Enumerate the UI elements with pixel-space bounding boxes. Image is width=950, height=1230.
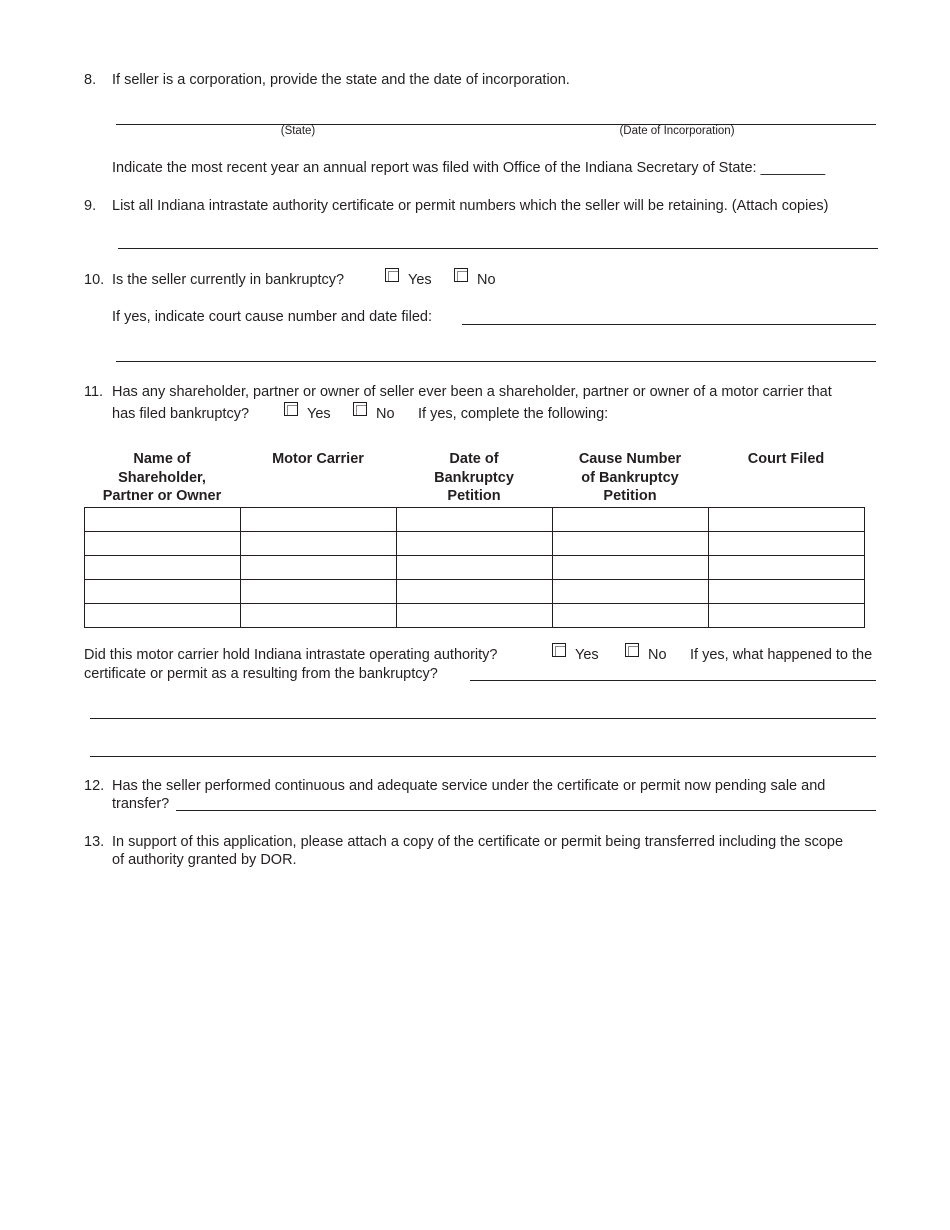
q12-line2: transfer? [112,796,170,812]
authority-extra-line-2[interactable] [90,756,876,757]
authority-line2-text: certificate or permit as a resulting from the bankruptcy? [84,666,438,682]
authority-yes-label: Yes [575,647,599,663]
q11-yes-checkbox[interactable] [284,402,298,416]
table-cell[interactable] [397,580,553,604]
q10-no-label: No [477,272,496,288]
table-cell[interactable] [85,532,241,556]
table-cell[interactable] [85,556,241,580]
authority-question-text: Did this motor carrier hold Indiana intrastate operating authority? [84,647,498,663]
table-cell[interactable] [553,556,709,580]
q13-line1: In support of this application, please attach a copy of the certificate or permit being transferred including the scope [112,834,844,850]
q13-line2: of authority granted by DOR. [112,852,297,868]
table-cell[interactable] [709,532,865,556]
table-cell[interactable] [397,604,553,628]
q11-no-checkbox[interactable] [353,402,367,416]
table-cell[interactable] [241,532,397,556]
q12-line1: Has the seller performed continuous and adequate service under the certificate or permit now pending sale and [112,778,826,794]
table-cell[interactable] [709,604,865,628]
table-cell[interactable] [85,580,241,604]
q11-line2: has filed bankruptcy? [112,406,250,422]
table-cell[interactable] [553,508,709,532]
table-cell[interactable] [85,604,241,628]
table-cell[interactable] [709,556,865,580]
q8-state-date-line[interactable] [116,124,876,125]
q9-text: List all Indiana intrastate authority certificate or permit numbers which the seller will be retaining. (Attach copies) [112,198,829,214]
authority-extra-line-1[interactable] [90,718,876,719]
table-row [85,508,865,532]
q10-cause-number-line[interactable] [462,324,876,325]
q12-answer-line[interactable] [176,810,876,811]
q10-yes-checkbox[interactable] [385,268,399,282]
q11-line1: Has any shareholder, partner or owner of seller ever been a shareholder, partner or owner of a motor carrier that [112,384,832,400]
q9-number: 9. [84,198,97,214]
table-cell[interactable] [397,508,553,532]
q10-text: Is the seller currently in bankruptcy? [112,272,345,288]
bankruptcy-table [84,507,865,628]
q11-no-label: No [376,406,395,422]
table-row [85,532,865,556]
q10-no-checkbox[interactable] [454,268,468,282]
table-cell[interactable] [709,508,865,532]
table-row [85,580,865,604]
q11-followup-text: If yes, complete the following: [418,406,609,422]
table-cell[interactable] [553,532,709,556]
table-row [85,556,865,580]
authority-followup-text: If yes, what happened to the [690,647,873,663]
q8-state-caption: (State) [280,125,316,137]
q10-number: 10. [84,272,105,288]
table-cell[interactable] [85,508,241,532]
q11-yes-label: Yes [307,406,331,422]
q9-answer-line[interactable] [118,248,878,249]
authority-no-label: No [648,647,667,663]
q10-extra-line[interactable] [116,361,876,362]
table-cell[interactable] [553,604,709,628]
table-cell[interactable] [709,580,865,604]
authority-no-checkbox[interactable] [625,643,639,657]
q13-number: 13. [84,834,105,850]
col-header-motor-carrier: Motor Carrier [272,451,364,467]
col-header-cause-number: Cause Number of Bankruptcy Petition [578,451,682,504]
q10-followup-text: If yes, indicate court cause number and date filed: [112,309,432,325]
col-header-court-filed: Court Filed [747,451,825,467]
q8-number: 8. [84,72,97,88]
table-cell[interactable] [241,556,397,580]
q8-annual-report-text: Indicate the most recent year an annual report was filed with Office of the Indiana Secretary of State: ________ [112,160,826,176]
col-header-date: Date of Bankruptcy Petition [434,451,514,504]
authority-yes-checkbox[interactable] [552,643,566,657]
q12-number: 12. [84,778,105,794]
q8-text: If seller is a corporation, provide the state and the date of incorporation. [112,72,570,88]
q8-date-caption: (Date of Incorporation) [619,125,735,137]
table-cell[interactable] [241,604,397,628]
table-cell[interactable] [397,556,553,580]
col-header-name: Name of Shareholder, Partner or Owner [102,451,222,504]
table-cell[interactable] [241,508,397,532]
authority-answer-line[interactable] [470,680,876,681]
table-cell[interactable] [241,580,397,604]
table-cell[interactable] [397,532,553,556]
q10-yes-label: Yes [408,272,432,288]
table-cell[interactable] [553,580,709,604]
q11-number: 11. [84,384,104,400]
table-row [85,604,865,628]
